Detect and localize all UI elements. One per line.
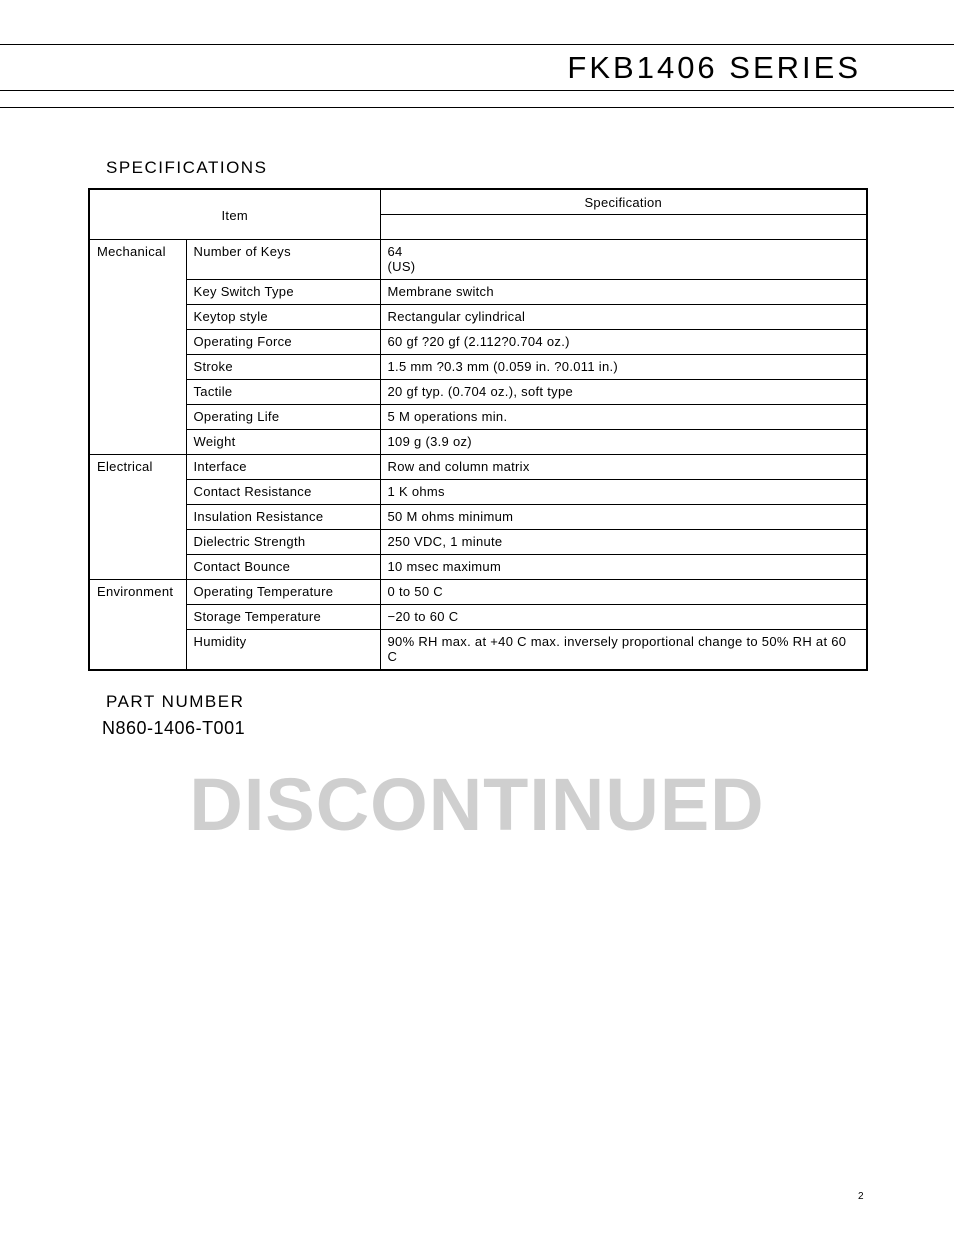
- item-cell: Contact Bounce: [186, 555, 380, 580]
- part-number-value: N860-1406-T001: [102, 718, 246, 738]
- table-row: [89, 505, 867, 530]
- item-cell: Interface: [186, 455, 380, 480]
- spec-cell: 250 VDC, 1 minute: [380, 530, 867, 555]
- table-row: [89, 455, 867, 480]
- spec-cell: 10 msec maximum: [380, 555, 867, 580]
- group-name: Electrical: [89, 455, 186, 580]
- header-specification-sub: [380, 215, 867, 240]
- table-row: [89, 280, 867, 305]
- header-specification: Specification: [380, 189, 867, 215]
- spec-cell: 1.5 mm ?0.3 mm (0.059 in. ?0.011 in.): [380, 355, 867, 380]
- spec-cell: 50 M ohms minimum: [380, 505, 867, 530]
- item-cell: Operating Temperature: [186, 580, 380, 605]
- item-cell: Tactile: [186, 380, 380, 405]
- spec-cell: 64 (US): [380, 240, 867, 280]
- spec-cell: 0 to 50 C: [380, 580, 867, 605]
- table-row: [89, 580, 867, 605]
- spec-cell: 60 gf ?20 gf (2.112?0.704 oz.): [380, 330, 867, 355]
- table-row: [89, 305, 867, 330]
- header-bottom-rule: [0, 90, 954, 91]
- spec-cell: −20 to 60 C: [380, 605, 867, 630]
- item-cell: Humidity: [186, 630, 380, 671]
- table-row: [89, 530, 867, 555]
- item-cell: Operating Force: [186, 330, 380, 355]
- table-row: [89, 240, 867, 280]
- table-row: [89, 405, 867, 430]
- table-row: [89, 480, 867, 505]
- table-row: [89, 330, 867, 355]
- specifications-heading: SPECIFICATIONS: [106, 158, 268, 177]
- item-cell: Dielectric Strength: [186, 530, 380, 555]
- item-cell: Key Switch Type: [186, 280, 380, 305]
- spec-cell: 1 K ohms: [380, 480, 867, 505]
- page-number: 2: [858, 1191, 864, 1202]
- spec-cell: Row and column matrix: [380, 455, 867, 480]
- spec-cell: Rectangular cylindrical: [380, 305, 867, 330]
- item-cell: Operating Life: [186, 405, 380, 430]
- table-row: [89, 555, 867, 580]
- table-row: [89, 355, 867, 380]
- spec-cell: 90% RH max. at +40 C max. inversely proportional change to 50% RH at 60 C: [380, 630, 867, 671]
- item-cell: Weight: [186, 430, 380, 455]
- item-cell: Insulation Resistance: [186, 505, 380, 530]
- table-header-row: [89, 189, 867, 215]
- item-cell: Stroke: [186, 355, 380, 380]
- table-row: [89, 630, 867, 671]
- table-row: [89, 430, 867, 455]
- group-name: Mechanical: [89, 240, 186, 455]
- specifications-table-body: [89, 189, 867, 670]
- spec-cell: 5 M operations min.: [380, 405, 867, 430]
- document-title: FKB1406 SERIES: [567, 50, 861, 85]
- spec-cell: 20 gf typ. (0.704 oz.), soft type: [380, 380, 867, 405]
- group-name: Environment: [89, 580, 186, 671]
- item-cell: Contact Resistance: [186, 480, 380, 505]
- item-cell: Number of Keys: [186, 240, 380, 280]
- table-row: [89, 605, 867, 630]
- header-second-rule: [0, 107, 954, 108]
- spec-cell: 109 g (3.9 oz): [380, 430, 867, 455]
- part-number-heading: PART NUMBER: [106, 692, 245, 711]
- spec-cell: Membrane switch: [380, 280, 867, 305]
- item-cell: Storage Temperature: [186, 605, 380, 630]
- header-top-rule: [0, 44, 954, 45]
- header-item: Item: [89, 189, 380, 240]
- item-cell: Keytop style: [186, 305, 380, 330]
- discontinued-watermark: DISCONTINUED: [189, 763, 765, 846]
- specifications-table: [88, 188, 868, 671]
- table-row: [89, 380, 867, 405]
